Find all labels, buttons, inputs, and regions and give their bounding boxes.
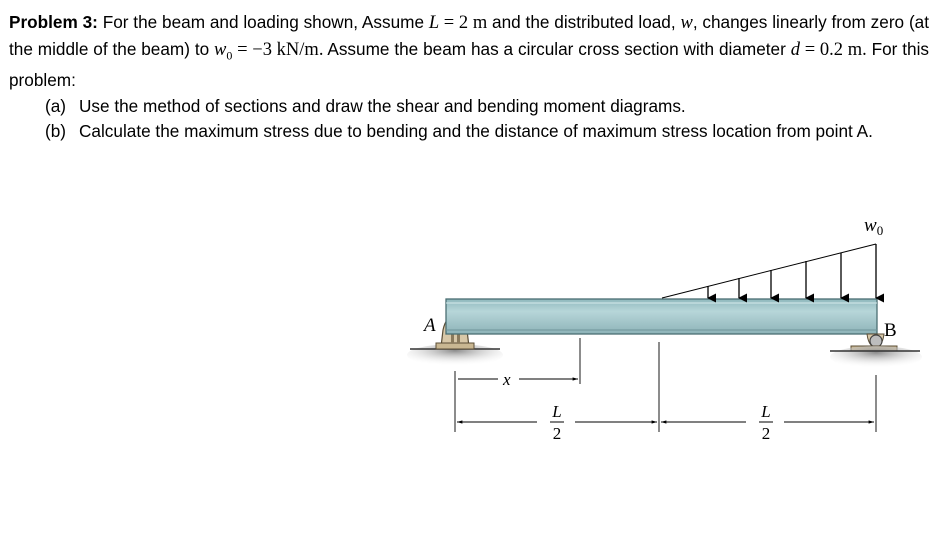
length-value: = 2 m	[439, 13, 488, 33]
half-length-denominator: 2	[552, 424, 562, 443]
problem-text-1: For the beam and loading shown, Assume	[97, 12, 429, 32]
half-length-denominator: 2	[761, 424, 771, 443]
distributed-load	[662, 244, 876, 298]
label-b: B	[884, 320, 897, 341]
problem-text-4: Assume the beam has a circular cross section with diameter	[323, 38, 791, 59]
problem-text-2: and the distributed load,	[487, 12, 681, 32]
diameter-variable: d	[790, 39, 800, 60]
load-label-subscript: 0	[876, 223, 884, 238]
part-a-text: Use the method of sections and draw the shear and bending moment diagrams.	[79, 95, 686, 116]
half-length-numerator: L	[552, 402, 562, 421]
part-b-tag: (b)	[45, 121, 67, 142]
problem-text-5: For this problem:	[9, 38, 929, 91]
ground-b	[830, 346, 922, 368]
max-load-subscript: 0	[226, 47, 233, 62]
problem-text-3: , changes linearly from zero (at the middle of the beam) to	[9, 12, 929, 59]
max-load-value: = −3 kN/m.	[232, 39, 324, 60]
load-label	[864, 215, 883, 238]
part-a-tag: (a)	[45, 95, 67, 116]
beam	[446, 299, 877, 334]
half-length-numerator: L	[761, 402, 771, 421]
diameter-value: = 0.2 m.	[799, 39, 867, 60]
problem-label: Problem 3:	[9, 12, 98, 32]
part-b-text: Calculate the maximum stress due to bending and the distance of maximum stress location from point A.	[79, 121, 873, 142]
extension-lines	[455, 338, 876, 432]
length-variable: L	[428, 13, 440, 33]
load-label-base: w	[864, 215, 877, 236]
load-variable: w	[680, 13, 693, 33]
x-label: x	[503, 370, 511, 389]
label-a: A	[424, 315, 436, 336]
max-load-variable: w	[214, 39, 227, 60]
